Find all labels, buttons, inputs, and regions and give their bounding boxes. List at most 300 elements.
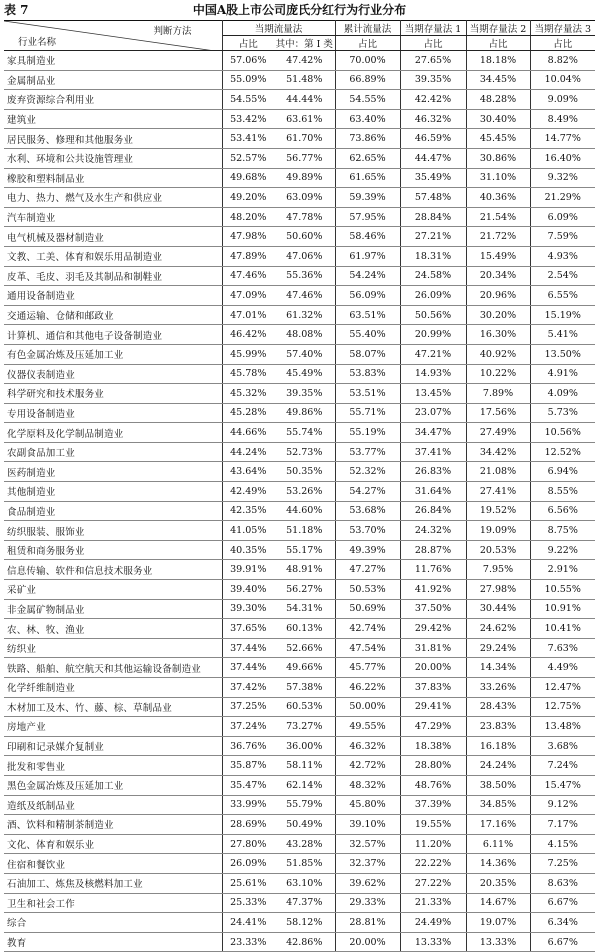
value-cell: 27.22%: [400, 873, 466, 893]
table-row: [4, 834, 595, 854]
table-row: [4, 873, 595, 893]
value-cell: 48.91%: [274, 560, 335, 580]
value-cell: 50.60%: [274, 227, 335, 247]
value-cell: 6.94%: [530, 462, 595, 482]
value-cell: 48.20%: [222, 207, 274, 227]
value-cell: 58.07%: [335, 344, 400, 364]
industry-name-cell: 化学纤维制造业: [4, 678, 222, 698]
value-cell: 52.57%: [222, 148, 274, 168]
group-header-stock-2: 当期存量法 2: [466, 21, 530, 36]
table-row: [4, 736, 595, 756]
value-cell: 33.99%: [222, 795, 274, 815]
industry-name-cell: 计算机、通信和其他电子设备制造业: [4, 325, 222, 345]
industry-name-cell: 批发和零售业: [4, 756, 222, 776]
industry-name-cell: 文教、工美、体育和娱乐用品制造业: [4, 246, 222, 266]
value-cell: 40.35%: [222, 540, 274, 560]
value-cell: 44.60%: [274, 501, 335, 521]
value-cell: 9.09%: [530, 90, 595, 110]
value-cell: 62.14%: [274, 775, 335, 795]
value-cell: 49.66%: [274, 658, 335, 678]
industry-distribution-table: [4, 20, 595, 952]
value-cell: 41.92%: [400, 580, 466, 600]
value-cell: 57.48%: [400, 188, 466, 208]
industry-name-cell: 印刷和记录媒介复制业: [4, 736, 222, 756]
value-cell: 30.40%: [466, 109, 530, 129]
table-row: [4, 168, 595, 188]
group-header-stock-1: 当期存量法 1: [400, 21, 466, 36]
table-row: [4, 854, 595, 874]
value-cell: 42.42%: [400, 90, 466, 110]
value-cell: 7.17%: [530, 815, 595, 835]
industry-name-cell: 造纸及纸制品业: [4, 795, 222, 815]
value-cell: 29.24%: [466, 638, 530, 658]
value-cell: 55.09%: [222, 70, 274, 90]
industry-name-cell: 交通运输、仓储和邮政业: [4, 305, 222, 325]
industry-name-cell: 住宿和餐饮业: [4, 854, 222, 874]
sub-header-type-one: 其中：第 I 类: [274, 36, 335, 51]
value-cell: 44.66%: [222, 423, 274, 443]
value-cell: 53.83%: [335, 364, 400, 384]
industry-name-cell: 租赁和商务服务业: [4, 540, 222, 560]
sub-header-share: 占比: [466, 36, 530, 51]
value-cell: 20.96%: [466, 286, 530, 306]
value-cell: 52.66%: [274, 638, 335, 658]
value-cell: 45.32%: [222, 384, 274, 404]
value-cell: 42.74%: [335, 619, 400, 639]
table-row: [4, 364, 595, 384]
value-cell: 56.09%: [335, 286, 400, 306]
value-cell: 37.44%: [222, 638, 274, 658]
value-cell: 42.72%: [335, 756, 400, 776]
group-header-stock-3: 当期存量法 3: [530, 21, 595, 36]
value-cell: 19.07%: [466, 913, 530, 933]
value-cell: 7.25%: [530, 854, 595, 874]
value-cell: 29.33%: [335, 893, 400, 913]
value-cell: 20.99%: [400, 325, 466, 345]
value-cell: 26.09%: [222, 854, 274, 874]
value-cell: 42.86%: [274, 932, 335, 952]
value-cell: 37.83%: [400, 678, 466, 698]
value-cell: 61.70%: [274, 129, 335, 149]
value-cell: 13.45%: [400, 384, 466, 404]
group-header-current-flow: 当期流量法: [222, 21, 335, 36]
value-cell: 40.36%: [466, 188, 530, 208]
value-cell: 52.73%: [274, 442, 335, 462]
value-cell: 12.47%: [530, 678, 595, 698]
value-cell: 11.20%: [400, 834, 466, 854]
industry-name-cell: 农、林、牧、渔业: [4, 619, 222, 639]
table-row: [4, 246, 595, 266]
value-cell: 30.20%: [466, 305, 530, 325]
table-row: [4, 756, 595, 776]
value-cell: 57.06%: [222, 51, 274, 71]
value-cell: 4.91%: [530, 364, 595, 384]
value-cell: 47.46%: [222, 266, 274, 286]
value-cell: 53.70%: [335, 521, 400, 541]
value-cell: 22.22%: [400, 854, 466, 874]
value-cell: 51.85%: [274, 854, 335, 874]
value-cell: 62.65%: [335, 148, 400, 168]
value-cell: 4.49%: [530, 658, 595, 678]
value-cell: 54.27%: [335, 482, 400, 502]
value-cell: 27.80%: [222, 834, 274, 854]
value-cell: 45.28%: [222, 403, 274, 423]
value-cell: 17.16%: [466, 815, 530, 835]
value-cell: 37.65%: [222, 619, 274, 639]
value-cell: 47.01%: [222, 305, 274, 325]
table-row: [4, 580, 595, 600]
value-cell: 19.52%: [466, 501, 530, 521]
industry-name-cell: 家具制造业: [4, 51, 222, 71]
value-cell: 39.62%: [335, 873, 400, 893]
table-title: 中国A股上市公司庞氏分红行为行业分布: [192, 3, 407, 17]
value-cell: 9.22%: [530, 540, 595, 560]
value-cell: 4.15%: [530, 834, 595, 854]
table-body: [4, 51, 595, 952]
value-cell: 5.73%: [530, 403, 595, 423]
value-cell: 52.32%: [335, 462, 400, 482]
value-cell: 46.42%: [222, 325, 274, 345]
value-cell: 44.44%: [274, 90, 335, 110]
value-cell: 45.78%: [222, 364, 274, 384]
value-cell: 18.18%: [466, 51, 530, 71]
value-cell: 47.29%: [400, 717, 466, 737]
value-cell: 3.68%: [530, 736, 595, 756]
sub-header-share: 占比: [222, 36, 274, 51]
industry-name-cell: 信息传输、软件和信息技术服务业: [4, 560, 222, 580]
value-cell: 37.50%: [400, 599, 466, 619]
value-cell: 47.06%: [274, 246, 335, 266]
value-cell: 47.37%: [274, 893, 335, 913]
value-cell: 21.54%: [466, 207, 530, 227]
value-cell: 30.86%: [466, 148, 530, 168]
value-cell: 24.62%: [466, 619, 530, 639]
value-cell: 14.93%: [400, 364, 466, 384]
value-cell: 56.77%: [274, 148, 335, 168]
value-cell: 42.35%: [222, 501, 274, 521]
value-cell: 46.22%: [335, 678, 400, 698]
group-header-cumulative-flow: 累计流量法: [335, 21, 400, 36]
table-row: [4, 51, 595, 71]
value-cell: 40.92%: [466, 344, 530, 364]
value-cell: 50.35%: [274, 462, 335, 482]
value-cell: 10.55%: [530, 580, 595, 600]
value-cell: 47.09%: [222, 286, 274, 306]
value-cell: 26.83%: [400, 462, 466, 482]
value-cell: 44.24%: [222, 442, 274, 462]
value-cell: 14.34%: [466, 658, 530, 678]
value-cell: 54.24%: [335, 266, 400, 286]
value-cell: 32.37%: [335, 854, 400, 874]
value-cell: 25.61%: [222, 873, 274, 893]
value-cell: 50.00%: [335, 697, 400, 717]
value-cell: 15.19%: [530, 305, 595, 325]
value-cell: 49.55%: [335, 717, 400, 737]
value-cell: 50.69%: [335, 599, 400, 619]
value-cell: 21.29%: [530, 188, 595, 208]
industry-name-cell: 专用设备制造业: [4, 403, 222, 423]
value-cell: 14.67%: [466, 893, 530, 913]
value-cell: 47.98%: [222, 227, 274, 247]
value-cell: 47.42%: [274, 51, 335, 71]
value-cell: 16.18%: [466, 736, 530, 756]
value-cell: 50.56%: [400, 305, 466, 325]
value-cell: 27.65%: [400, 51, 466, 71]
value-cell: 36.76%: [222, 736, 274, 756]
value-cell: 47.89%: [222, 246, 274, 266]
table-row: [4, 658, 595, 678]
table-row: [4, 207, 595, 227]
industry-name-cell: 食品制造业: [4, 501, 222, 521]
table-row: [4, 109, 595, 129]
table-row: [4, 403, 595, 423]
table-row: [4, 286, 595, 306]
industry-name-cell: 水利、环境和公共设施管理业: [4, 148, 222, 168]
value-cell: 5.41%: [530, 325, 595, 345]
value-cell: 46.32%: [335, 736, 400, 756]
value-cell: 34.47%: [400, 423, 466, 443]
value-cell: 30.44%: [466, 599, 530, 619]
industry-name-cell: 居民服务、修理和其他服务业: [4, 129, 222, 149]
value-cell: 33.26%: [466, 678, 530, 698]
industry-name-cell: 医药制造业: [4, 462, 222, 482]
value-cell: 31.81%: [400, 638, 466, 658]
value-cell: 32.57%: [335, 834, 400, 854]
table-row: [4, 442, 595, 462]
industry-name-cell: 汽车制造业: [4, 207, 222, 227]
value-cell: 39.35%: [400, 70, 466, 90]
value-cell: 25.33%: [222, 893, 274, 913]
value-cell: 35.87%: [222, 756, 274, 776]
value-cell: 34.42%: [466, 442, 530, 462]
table-number: 表 7: [4, 3, 29, 17]
value-cell: 35.49%: [400, 168, 466, 188]
table-row: [4, 521, 595, 541]
industry-name-cell: 纺织服装、服饰业: [4, 521, 222, 541]
industry-name-cell: 综合: [4, 913, 222, 933]
value-cell: 39.10%: [335, 815, 400, 835]
value-cell: 47.21%: [400, 344, 466, 364]
value-cell: 6.11%: [466, 834, 530, 854]
table-row: [4, 462, 595, 482]
industry-name-cell: 卫生和社会工作: [4, 893, 222, 913]
value-cell: 12.75%: [530, 697, 595, 717]
value-cell: 47.54%: [335, 638, 400, 658]
sub-header-share: 占比: [400, 36, 466, 51]
value-cell: 37.42%: [222, 678, 274, 698]
value-cell: 6.55%: [530, 286, 595, 306]
value-cell: 45.49%: [274, 364, 335, 384]
table-row: [4, 148, 595, 168]
value-cell: 13.33%: [466, 932, 530, 952]
value-cell: 43.64%: [222, 462, 274, 482]
industry-name-cell: 通用设备制造业: [4, 286, 222, 306]
value-cell: 9.12%: [530, 795, 595, 815]
value-cell: 55.36%: [274, 266, 335, 286]
value-cell: 19.09%: [466, 521, 530, 541]
value-cell: 54.31%: [274, 599, 335, 619]
value-cell: 4.09%: [530, 384, 595, 404]
value-cell: 24.32%: [400, 521, 466, 541]
value-cell: 58.12%: [274, 913, 335, 933]
table-row: [4, 70, 595, 90]
table-row: [4, 90, 595, 110]
value-cell: 6.34%: [530, 913, 595, 933]
value-cell: 16.30%: [466, 325, 530, 345]
value-cell: 57.40%: [274, 344, 335, 364]
value-cell: 39.40%: [222, 580, 274, 600]
value-cell: 10.41%: [530, 619, 595, 639]
value-cell: 49.86%: [274, 403, 335, 423]
industry-name-cell: 有色金属冶炼及压延加工业: [4, 344, 222, 364]
value-cell: 55.19%: [335, 423, 400, 443]
value-cell: 34.45%: [466, 70, 530, 90]
table-row: [4, 344, 595, 364]
value-cell: 55.17%: [274, 540, 335, 560]
value-cell: 61.97%: [335, 246, 400, 266]
value-cell: 28.81%: [335, 913, 400, 933]
value-cell: 38.50%: [466, 775, 530, 795]
value-cell: 26.09%: [400, 286, 466, 306]
value-cell: 27.41%: [466, 482, 530, 502]
value-cell: 29.42%: [400, 619, 466, 639]
value-cell: 43.28%: [274, 834, 335, 854]
value-cell: 73.27%: [274, 717, 335, 737]
value-cell: 13.50%: [530, 344, 595, 364]
value-cell: 19.55%: [400, 815, 466, 835]
value-cell: 53.51%: [335, 384, 400, 404]
value-cell: 49.89%: [274, 168, 335, 188]
table-row: [4, 775, 595, 795]
value-cell: 39.35%: [274, 384, 335, 404]
value-cell: 53.41%: [222, 129, 274, 149]
value-cell: 48.28%: [466, 90, 530, 110]
value-cell: 7.59%: [530, 227, 595, 247]
industry-name-cell: 铁路、船舶、航空航天和其他运输设备制造业: [4, 658, 222, 678]
value-cell: 37.41%: [400, 442, 466, 462]
value-cell: 37.39%: [400, 795, 466, 815]
value-cell: 24.24%: [466, 756, 530, 776]
industry-name-cell: 建筑业: [4, 109, 222, 129]
table-row: [4, 129, 595, 149]
corner-method-label: 判断方法: [153, 26, 192, 37]
value-cell: 51.18%: [274, 521, 335, 541]
value-cell: 28.69%: [222, 815, 274, 835]
value-cell: 11.76%: [400, 560, 466, 580]
table-row: [4, 619, 595, 639]
value-cell: 46.32%: [400, 109, 466, 129]
value-cell: 23.83%: [466, 717, 530, 737]
corner-industry-label: 行业名称: [18, 37, 57, 48]
table-row: [4, 638, 595, 658]
table-row: [4, 423, 595, 443]
industry-name-cell: 仪器仪表制造业: [4, 364, 222, 384]
value-cell: 45.77%: [335, 658, 400, 678]
value-cell: 48.32%: [335, 775, 400, 795]
value-cell: 55.40%: [335, 325, 400, 345]
value-cell: 37.25%: [222, 697, 274, 717]
value-cell: 55.79%: [274, 795, 335, 815]
value-cell: 39.30%: [222, 599, 274, 619]
value-cell: 56.27%: [274, 580, 335, 600]
value-cell: 10.91%: [530, 599, 595, 619]
value-cell: 61.32%: [274, 305, 335, 325]
value-cell: 57.95%: [335, 207, 400, 227]
value-cell: 46.59%: [400, 129, 466, 149]
value-cell: 8.49%: [530, 109, 595, 129]
table-row: [4, 697, 595, 717]
table-row: [4, 795, 595, 815]
value-cell: 21.08%: [466, 462, 530, 482]
value-cell: 39.91%: [222, 560, 274, 580]
value-cell: 50.53%: [335, 580, 400, 600]
industry-name-cell: 酒、饮料和精制茶制造业: [4, 815, 222, 835]
value-cell: 23.33%: [222, 932, 274, 952]
value-cell: 57.38%: [274, 678, 335, 698]
table-row: [4, 893, 595, 913]
value-cell: 27.98%: [466, 580, 530, 600]
value-cell: 48.76%: [400, 775, 466, 795]
value-cell: 59.39%: [335, 188, 400, 208]
value-cell: 7.95%: [466, 560, 530, 580]
value-cell: 63.10%: [274, 873, 335, 893]
sub-header-share: 占比: [335, 36, 400, 51]
value-cell: 47.27%: [335, 560, 400, 580]
value-cell: 70.00%: [335, 51, 400, 71]
value-cell: 21.72%: [466, 227, 530, 247]
value-cell: 8.75%: [530, 521, 595, 541]
table-row: [4, 913, 595, 933]
value-cell: 61.65%: [335, 168, 400, 188]
value-cell: 7.89%: [466, 384, 530, 404]
value-cell: 24.49%: [400, 913, 466, 933]
value-cell: 8.63%: [530, 873, 595, 893]
value-cell: 60.53%: [274, 697, 335, 717]
table-row: [4, 227, 595, 247]
value-cell: 15.47%: [530, 775, 595, 795]
value-cell: 8.82%: [530, 51, 595, 71]
header-row-groups: [4, 21, 595, 36]
value-cell: 37.44%: [222, 658, 274, 678]
value-cell: 66.89%: [335, 70, 400, 90]
value-cell: 27.49%: [466, 423, 530, 443]
value-cell: 21.33%: [400, 893, 466, 913]
table-row: [4, 325, 595, 345]
value-cell: 49.20%: [222, 188, 274, 208]
value-cell: 53.77%: [335, 442, 400, 462]
value-cell: 34.85%: [466, 795, 530, 815]
table-row: [4, 188, 595, 208]
industry-name-cell: 农副食品加工业: [4, 442, 222, 462]
table-row: [4, 266, 595, 286]
value-cell: 35.47%: [222, 775, 274, 795]
value-cell: 6.56%: [530, 501, 595, 521]
table-row: [4, 815, 595, 835]
table-row: [4, 384, 595, 404]
corner-header-cell: [4, 21, 222, 51]
value-cell: 28.87%: [400, 540, 466, 560]
value-cell: 13.33%: [400, 932, 466, 952]
value-cell: 58.46%: [335, 227, 400, 247]
value-cell: 58.11%: [274, 756, 335, 776]
value-cell: 63.09%: [274, 188, 335, 208]
table-header: [4, 21, 595, 51]
industry-name-cell: 废弃资源综合利用业: [4, 90, 222, 110]
value-cell: 7.63%: [530, 638, 595, 658]
value-cell: 53.26%: [274, 482, 335, 502]
value-cell: 29.41%: [400, 697, 466, 717]
value-cell: 63.51%: [335, 305, 400, 325]
